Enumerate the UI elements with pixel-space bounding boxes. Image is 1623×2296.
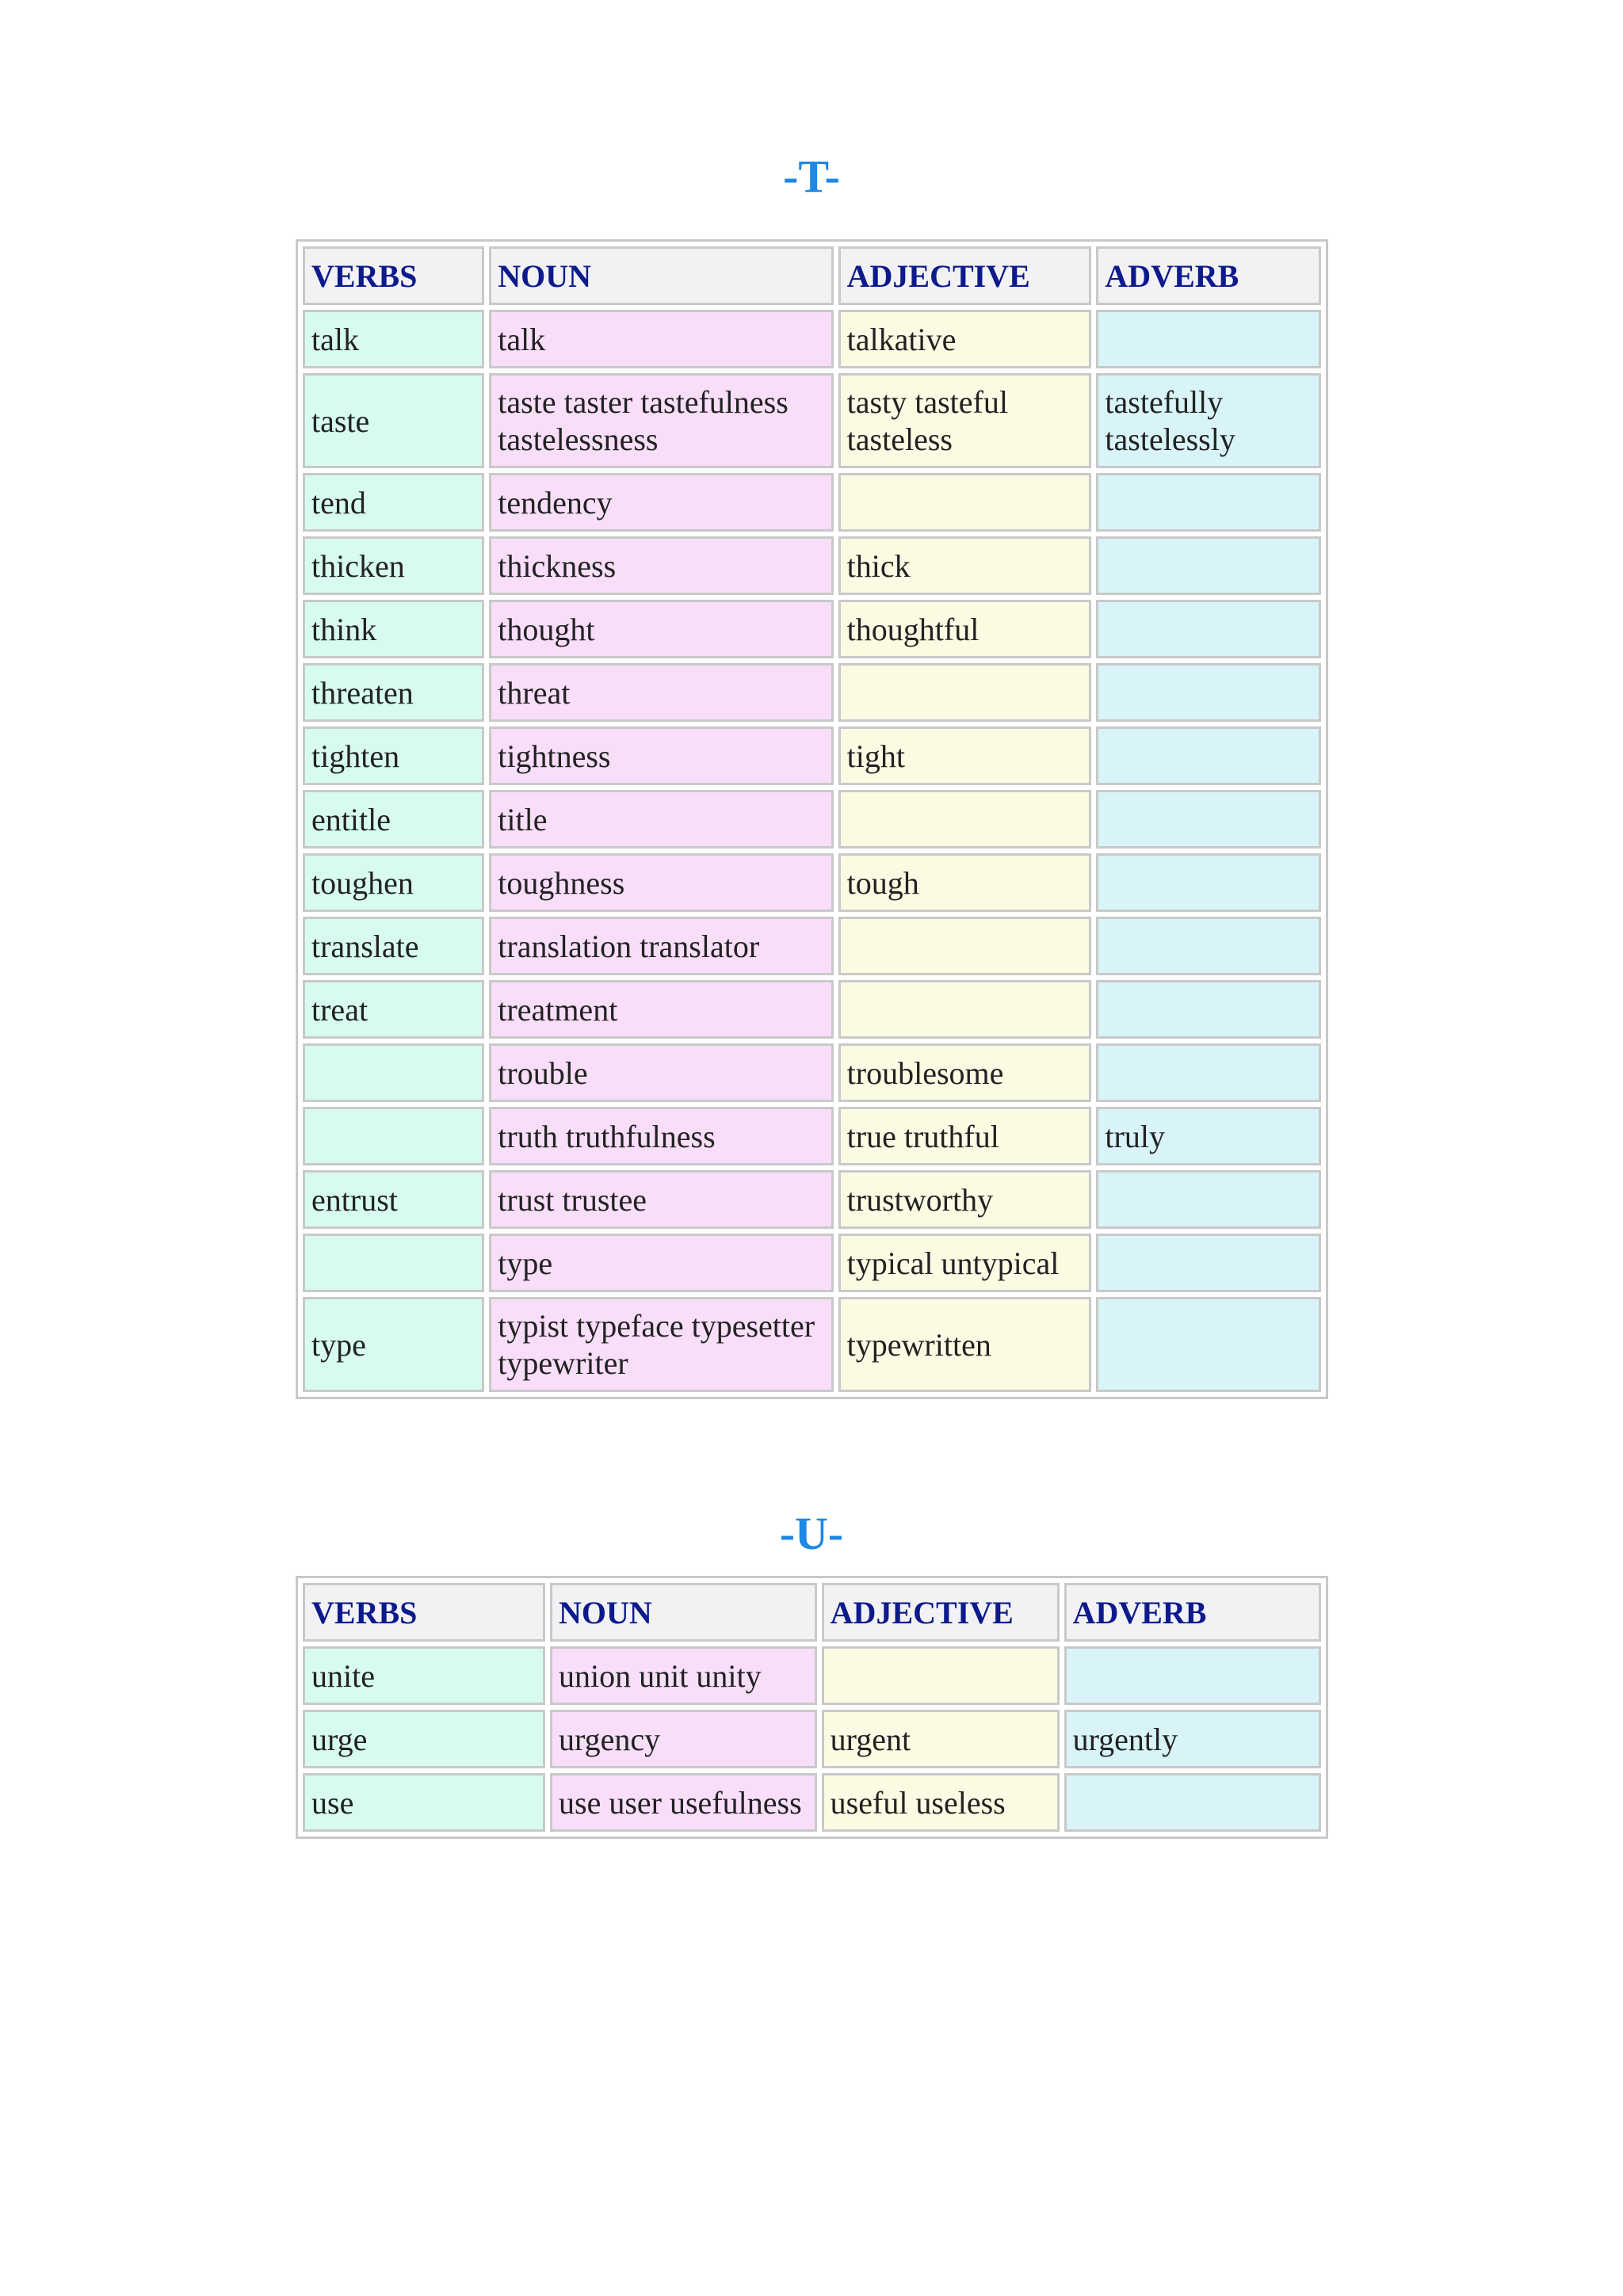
table-row bbox=[303, 1107, 1321, 1165]
adverb-cell bbox=[1096, 310, 1321, 368]
table-row bbox=[303, 980, 1321, 1039]
adverb-cell bbox=[1064, 1773, 1321, 1832]
verb-cell: urge bbox=[303, 1710, 545, 1768]
verb-cell bbox=[303, 1107, 484, 1165]
adjective-cell: talkative bbox=[838, 310, 1092, 368]
verb-cell: unite bbox=[303, 1646, 545, 1705]
verb-cell: toughen bbox=[303, 853, 484, 912]
noun-cell: use user usefulness bbox=[550, 1773, 817, 1832]
noun-cell: translation translator bbox=[489, 917, 833, 975]
table-row bbox=[303, 1710, 1321, 1768]
header-adjective: ADJECTIVE bbox=[822, 1583, 1060, 1642]
adverb-cell bbox=[1064, 1646, 1321, 1705]
adverb-cell: truly bbox=[1096, 1107, 1321, 1165]
verb-cell: threaten bbox=[303, 663, 484, 722]
adjective-cell: thoughtful bbox=[838, 600, 1092, 658]
section-heading-u: -U- bbox=[779, 1508, 844, 1559]
verb-cell: tend bbox=[303, 473, 484, 532]
noun-cell: type bbox=[489, 1234, 833, 1292]
adjective-cell: tight bbox=[838, 727, 1092, 785]
header-adjective: ADJECTIVE bbox=[838, 246, 1092, 305]
adjective-cell: true truthful bbox=[838, 1107, 1092, 1165]
verb-cell bbox=[303, 1043, 484, 1102]
word-forms-table-t bbox=[296, 239, 1328, 1399]
adjective-cell bbox=[838, 917, 1092, 975]
noun-cell: taste taster tastefulness tastelessness bbox=[489, 373, 833, 468]
noun-cell: urgency bbox=[550, 1710, 817, 1768]
table-row bbox=[303, 600, 1321, 658]
table-row bbox=[303, 1297, 1321, 1392]
verb-cell: think bbox=[303, 600, 484, 658]
table-row bbox=[303, 310, 1321, 368]
header-noun: NOUN bbox=[550, 1583, 817, 1642]
adjective-cell: urgent bbox=[822, 1710, 1060, 1768]
adjective-cell bbox=[822, 1646, 1060, 1705]
noun-cell: union unit unity bbox=[550, 1646, 817, 1705]
verb-cell: use bbox=[303, 1773, 545, 1832]
noun-cell: threat bbox=[489, 663, 833, 722]
header-verbs: VERBS bbox=[303, 246, 484, 305]
noun-cell: thickness bbox=[489, 536, 833, 595]
adjective-cell bbox=[838, 790, 1092, 849]
adjective-cell: typical untypical bbox=[838, 1234, 1092, 1292]
verb-cell: treat bbox=[303, 980, 484, 1039]
noun-cell: trouble bbox=[489, 1043, 833, 1102]
adjective-cell: typewritten bbox=[838, 1297, 1092, 1392]
adjective-cell: troublesome bbox=[838, 1043, 1092, 1102]
adverb-cell bbox=[1096, 1043, 1321, 1102]
adjective-cell: useful useless bbox=[822, 1773, 1060, 1832]
adverb-cell bbox=[1096, 473, 1321, 532]
adverb-cell bbox=[1096, 790, 1321, 849]
table-row bbox=[303, 473, 1321, 532]
noun-cell: thought bbox=[489, 600, 833, 658]
verb-cell: translate bbox=[303, 917, 484, 975]
table-row bbox=[303, 790, 1321, 849]
verb-cell: entrust bbox=[303, 1170, 484, 1229]
adverb-cell: urgently bbox=[1064, 1710, 1321, 1768]
verb-cell: entitle bbox=[303, 790, 484, 849]
table-header-row bbox=[303, 246, 1321, 305]
adjective-cell: thick bbox=[838, 536, 1092, 595]
adjective-cell bbox=[838, 473, 1092, 532]
table-header-row bbox=[303, 1583, 1321, 1642]
noun-cell: typist typeface typesetter typewriter bbox=[489, 1297, 833, 1392]
noun-cell: talk bbox=[489, 310, 833, 368]
noun-cell: tendency bbox=[489, 473, 833, 532]
adverb-cell bbox=[1096, 1170, 1321, 1229]
adjective-cell bbox=[838, 980, 1092, 1039]
noun-cell: tightness bbox=[489, 727, 833, 785]
table-row bbox=[303, 1234, 1321, 1292]
table-row bbox=[303, 373, 1321, 468]
adjective-cell: trustworthy bbox=[838, 1170, 1092, 1229]
noun-cell: treatment bbox=[489, 980, 833, 1039]
table-row bbox=[303, 1646, 1321, 1705]
table-row bbox=[303, 663, 1321, 722]
verb-cell: type bbox=[303, 1297, 484, 1392]
verb-cell: thicken bbox=[303, 536, 484, 595]
header-verbs: VERBS bbox=[303, 1583, 545, 1642]
adverb-cell: tastefully tastelessly bbox=[1096, 373, 1321, 468]
adverb-cell bbox=[1096, 917, 1321, 975]
section-heading-t: -T- bbox=[783, 151, 840, 202]
adverb-cell bbox=[1096, 536, 1321, 595]
table-row bbox=[303, 1170, 1321, 1229]
verb-cell: taste bbox=[303, 373, 484, 468]
adjective-cell bbox=[838, 663, 1092, 722]
adverb-cell bbox=[1096, 1234, 1321, 1292]
verb-cell bbox=[303, 1234, 484, 1292]
noun-cell: toughness bbox=[489, 853, 833, 912]
adjective-cell: tasty tasteful tasteless bbox=[838, 373, 1092, 468]
table-row bbox=[303, 536, 1321, 595]
table-row bbox=[303, 727, 1321, 785]
adverb-cell bbox=[1096, 663, 1321, 722]
table-row bbox=[303, 917, 1321, 975]
noun-cell: trust trustee bbox=[489, 1170, 833, 1229]
verb-cell: talk bbox=[303, 310, 484, 368]
header-noun: NOUN bbox=[489, 246, 833, 305]
header-adverb: ADVERB bbox=[1064, 1583, 1321, 1642]
table-row bbox=[303, 1043, 1321, 1102]
adjective-cell: tough bbox=[838, 853, 1092, 912]
adverb-cell bbox=[1096, 600, 1321, 658]
adverb-cell bbox=[1096, 980, 1321, 1039]
adverb-cell bbox=[1096, 1297, 1321, 1392]
noun-cell: title bbox=[489, 790, 833, 849]
adverb-cell bbox=[1096, 727, 1321, 785]
word-forms-table-u bbox=[296, 1576, 1328, 1839]
adverb-cell bbox=[1096, 853, 1321, 912]
noun-cell: truth truthfulness bbox=[489, 1107, 833, 1165]
verb-cell: tighten bbox=[303, 727, 484, 785]
header-adverb: ADVERB bbox=[1096, 246, 1321, 305]
table-row bbox=[303, 1773, 1321, 1832]
table-row bbox=[303, 853, 1321, 912]
